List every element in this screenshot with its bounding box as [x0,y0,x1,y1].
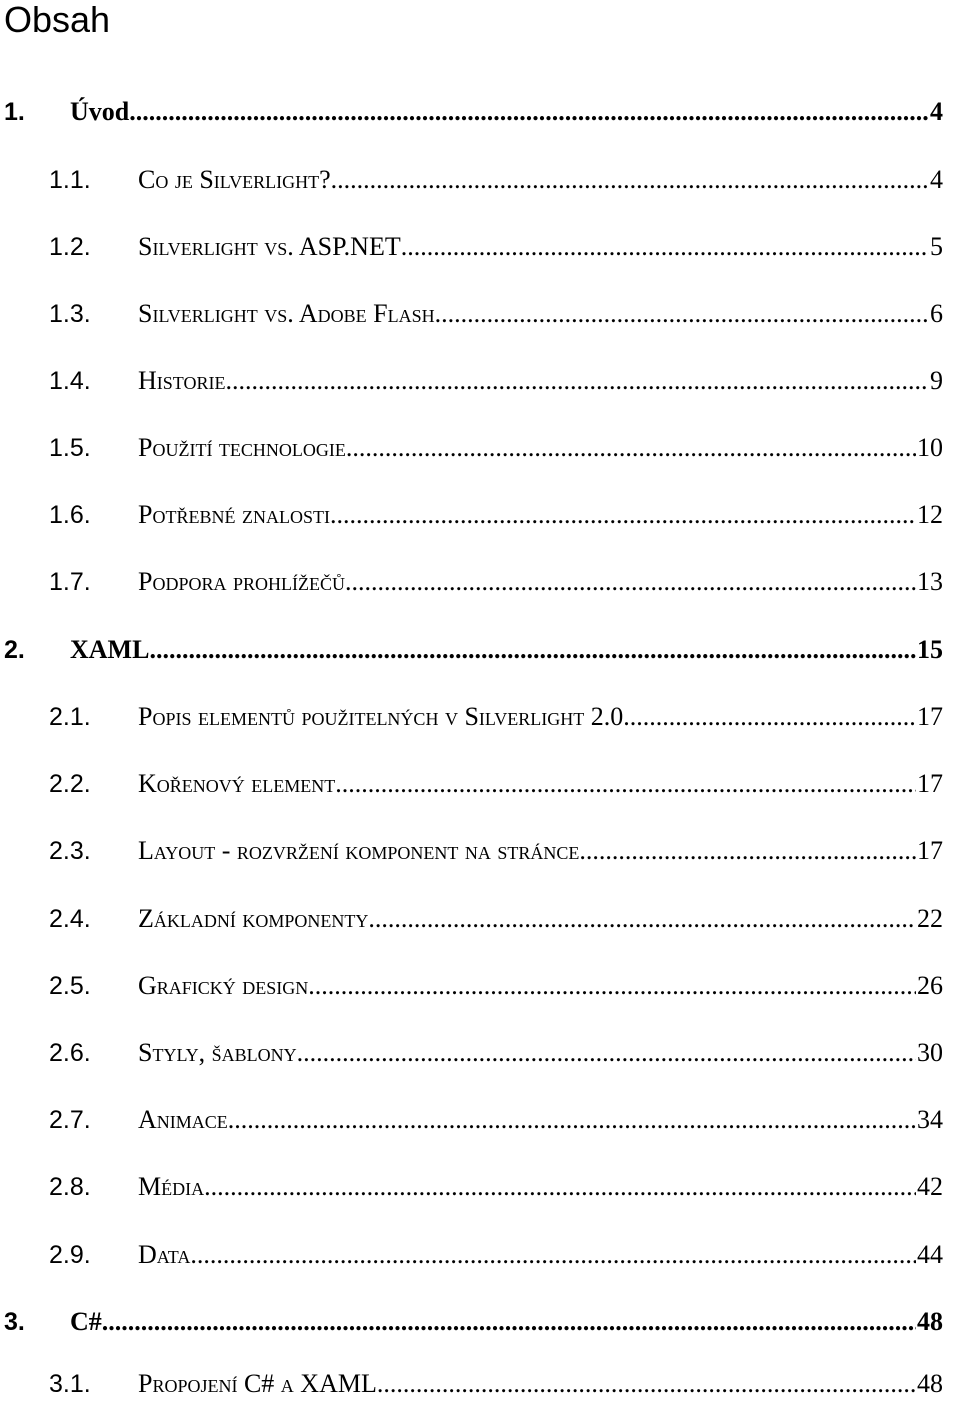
toc-entry-title: Podpora prohlížečů [138,567,345,596]
toc-leader-dots [368,904,916,934]
toc-entry[interactable] [49,904,943,944]
toc-entry-title: XAML [70,635,150,664]
toc-entry[interactable] [49,836,943,876]
toc-entry-page: 42 [917,1172,943,1201]
toc-entry[interactable] [49,165,943,205]
toc-entry[interactable] [49,1038,943,1078]
toc-entry[interactable] [49,1240,943,1280]
toc-entry-page: 30 [917,1038,943,1067]
toc-entry-title: Grafický design [138,971,309,1000]
toc-entry[interactable] [49,1172,943,1212]
toc-entry[interactable] [49,366,943,406]
toc-entry-page: 17 [917,702,943,731]
toc-leader-dots [345,567,916,597]
toc-entry-title: Layout - rozvržení komponent na stránce [138,836,580,865]
toc-entry-number: 1.1. [49,166,91,194]
toc-entry-number: 1.3. [49,300,91,328]
toc-entry-title: Základní komponenty [138,904,369,933]
toc-entry-page: 34 [917,1105,943,1134]
toc-entry-page: 48 [917,1369,943,1398]
toc-entry-number: 2.6. [49,1039,91,1067]
toc-entry-number: 1.6. [49,501,91,529]
toc-entry-number: 3.1. [49,1370,91,1398]
toc-entry-number: 1. [4,98,25,126]
toc-entry-page: 26 [917,971,943,1000]
toc-entry[interactable] [49,567,943,607]
toc-leader-dots [579,836,916,866]
toc-leader-dots [149,635,916,665]
toc-entry-number: 1.5. [49,434,91,462]
toc-entry[interactable] [49,299,943,339]
toc-entry-number: 2. [4,636,25,664]
toc-entry-title: Data [138,1240,191,1269]
toc-leader-dots [435,299,929,329]
toc-entry-number: 3. [4,1308,25,1336]
toc-entry-page: 13 [917,567,943,596]
toc-entry-number: 2.3. [49,837,91,865]
toc-leader-dots [308,971,916,1001]
toc-leader-dots [228,1105,916,1135]
toc-entry[interactable] [4,97,943,137]
toc-entry-page: 5 [930,232,943,261]
toc-entry[interactable] [49,433,943,473]
toc-entry-number: 2.7. [49,1106,91,1134]
toc-entry-title: Úvod [70,97,130,126]
toc-leader-dots [225,366,929,396]
toc-entry-number: 2.1. [49,703,91,731]
toc-leader-dots [330,500,916,530]
toc-entry-title: Historie [138,366,226,395]
toc-entry-page: 12 [917,500,943,529]
toc-entry-title: Silverlight vs. ASP.NET [138,232,401,261]
toc-entry-page: 10 [917,433,943,462]
toc-entry-title: Média [138,1172,205,1201]
toc-entry-page: 17 [917,836,943,865]
toc-leader-dots [190,1240,916,1270]
toc-leader-dots [129,97,929,127]
toc-entry-title: Silverlight vs. Adobe Flash [138,299,435,328]
toc-entry-page: 44 [917,1240,943,1269]
toc-entry-title: Animace [138,1105,228,1134]
toc-entry-number: 2.8. [49,1173,91,1201]
toc-entry-title: Potřebné znalosti [138,500,330,529]
toc-entry[interactable] [49,500,943,540]
toc-entry-page: 48 [917,1307,943,1336]
toc-entry-page: 17 [917,769,943,798]
toc-leader-dots [102,1307,916,1337]
toc-entry-number: 2.5. [49,972,91,1000]
toc-entry-number: 2.2. [49,770,91,798]
toc-entry-number: 1.2. [49,233,91,261]
toc-entry[interactable] [49,232,943,272]
toc-entry-number: 2.4. [49,905,91,933]
toc-entry[interactable] [4,635,943,675]
toc-leader-dots [623,702,916,732]
toc-entry-title: Popis elementů použitelných v Silverlight 2.0 [138,702,624,731]
toc-entry-title: Použití technologie [138,433,346,462]
toc-entry-page: 9 [930,366,943,395]
toc-entry-title: C# [70,1307,102,1336]
toc-leader-dots [335,769,916,799]
toc-entry-title: Styly, šablony [138,1038,297,1067]
toc-leader-dots [346,433,916,463]
toc-leader-dots [331,165,929,195]
toc-leader-dots [401,232,929,262]
toc-entry[interactable] [49,971,943,1011]
toc-entry[interactable] [49,769,943,809]
toc-entry-page: 6 [930,299,943,328]
toc-entry-title: Propojení C# a XAML [138,1369,377,1398]
toc-leader-dots [297,1038,916,1068]
toc-entry-number: 1.4. [49,367,91,395]
toc-entry[interactable] [49,1105,943,1145]
toc-entry-number: 2.9. [49,1241,91,1269]
toc-entry-page: 4 [930,165,943,194]
toc-entry-title: Co je Silverlight? [138,165,331,194]
toc-entry-page: 15 [917,635,943,664]
toc-entry-page: 22 [917,904,943,933]
toc-entry-title: Kořenový element [138,769,336,798]
toc-leader-dots [377,1369,916,1399]
page-title: Obsah [4,0,111,40]
toc-entry[interactable] [49,702,943,742]
toc-entry-number: 1.7. [49,568,91,596]
toc-entry[interactable] [4,1307,943,1347]
toc-entry[interactable] [49,1369,943,1409]
toc-entry-page: 4 [930,97,943,126]
toc-leader-dots [204,1172,916,1202]
